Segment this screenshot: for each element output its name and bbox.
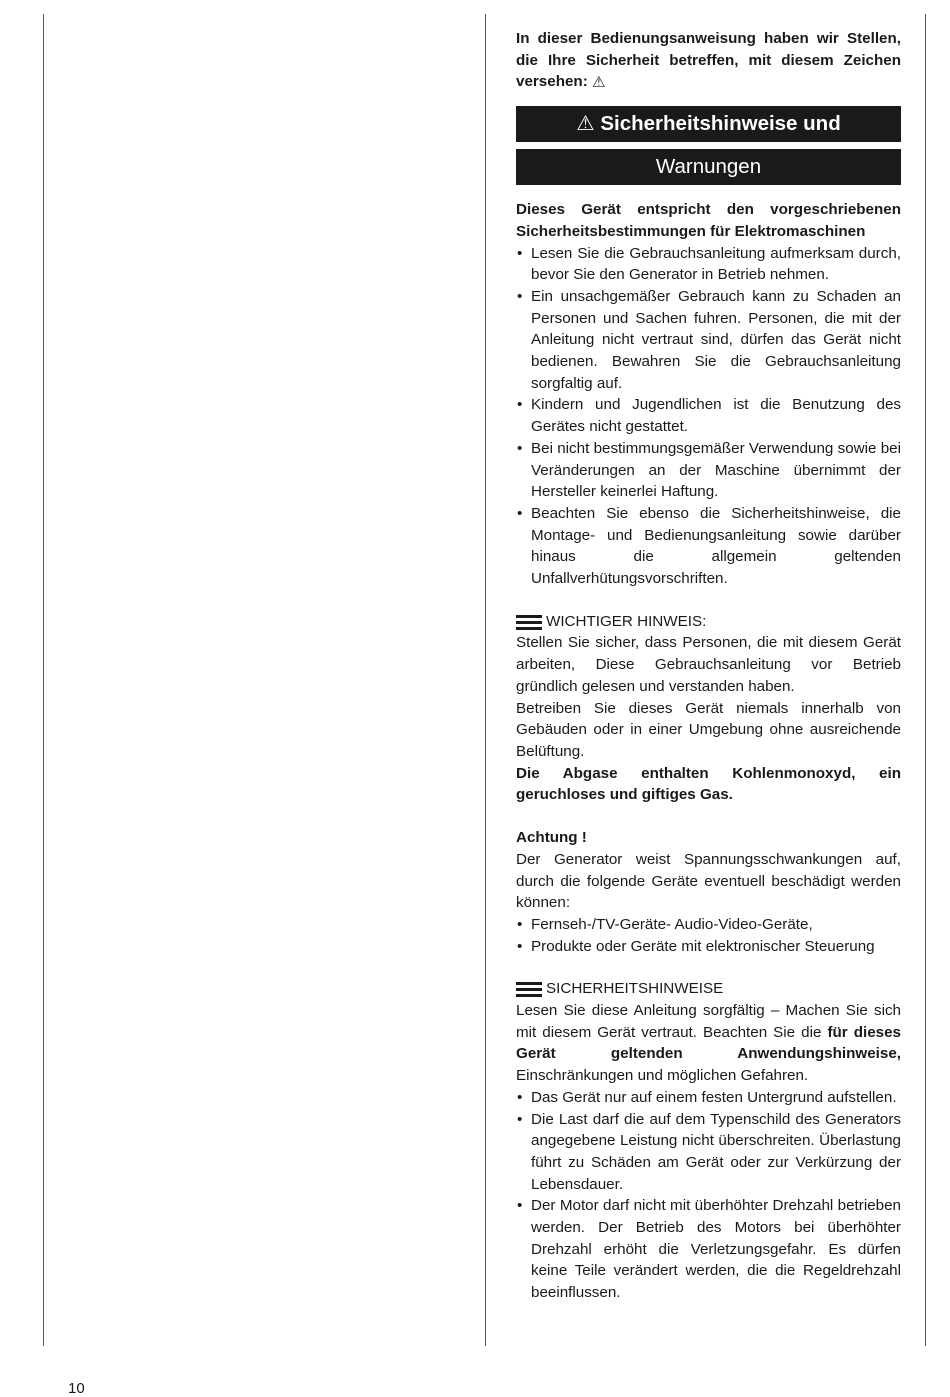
safety-paragraph xyxy=(516,1000,901,1087)
safety-notes-bullet-list xyxy=(516,1087,901,1304)
heading-bar-1 xyxy=(516,106,901,142)
right-margin-rule xyxy=(925,14,926,1346)
safety-text-c: Einschränkungen und möglichen Gefahren. xyxy=(516,1067,809,1085)
warning-triangle-icon: ⚠ xyxy=(592,74,606,92)
safety-bullet-list xyxy=(516,243,901,590)
list-item: • Die Last darf die auf dem Typenschild des Generators angegebene Leistung nicht überschreiten. Überlastung führt zu Schäden am Gerät oder zur Verkürzung der Lebensdauer. xyxy=(516,1109,901,1196)
safety-notes-title: SICHERHEITSHINWEISE xyxy=(546,980,724,998)
right-column xyxy=(516,28,901,1304)
note-paragraph: Stellen Sie sicher, dass Personen, die mit diesem Gerät arbeiten, Diese Gebrauchsanleitung vor Betrieb gründlich gelesen und verstanden haben. xyxy=(516,634,901,695)
heading-line-2: Warnungen xyxy=(655,155,762,179)
heading-line-1: Sicherheitshinweise und xyxy=(600,112,841,136)
note-paragraph: Betreiben Sie dieses Gerät niemals innerhalb von Gebäuden oder in einer Umgebung ohne ausreichende Belüftung. xyxy=(516,699,901,760)
list-item: • Das Gerät nur auf einem festen Untergrund aufstellen. xyxy=(516,1087,901,1109)
important-note-title: WICHTIGER HINWEIS: xyxy=(546,612,707,630)
note-lines-icon xyxy=(516,981,542,997)
safety-notes-heading xyxy=(516,978,901,1000)
note-warning-paragraph: Die Abgase enthalten Kohlenmonoxyd, ein geruchloses und giftiges Gas. xyxy=(516,764,901,804)
page-number: 10 xyxy=(68,1380,85,1397)
safety-text-bold: für dieses Gerät geltenden Anwendungshinweise, xyxy=(516,1023,902,1063)
list-item: • Kindern und Jugendlichen ist die Benutzung des Gerätes nicht gestattet. xyxy=(516,394,901,437)
list-item: • Ein unsachgemäßer Gebrauch kann zu Schaden an Personen und Sachen fuhren. Personen, die mit der Anleitung nicht vertraut sind, dürfen das Gerät nicht bedienen. Bewahren Sie die Gebrauchsanleitung sorgfaltig auf. xyxy=(516,286,901,395)
safety-text-a: Lesen Sie diese Anleitung sorgfältig – Machen Sie sich mit diesem Gerät vertraut. Beachten Sie die xyxy=(516,1002,901,1041)
attention-title: Achtung ! xyxy=(516,829,587,847)
list-item: • Produkte oder Geräte mit elektronischer Steuerung xyxy=(516,936,901,958)
attention-bullet-list xyxy=(516,914,901,957)
list-item: • Bei nicht bestimmungsgemäßer Verwendung sowie bei Veränderungen an der Maschine übernimmt der Hersteller keinerlei Haftung. xyxy=(516,438,901,503)
warning-triangle-icon: ⚠ xyxy=(576,112,595,136)
note-lines-icon xyxy=(516,614,542,630)
intro-paragraph xyxy=(516,28,901,94)
attention-paragraph: Der Generator weist Spannungsschwankungen auf, durch die folgende Geräte eventuell beschädigt werden können: xyxy=(516,850,901,912)
list-item: • Beachten Sie ebenso die Sicherheitshinweise, die Montage- und Bedienungsanleitung sowie darüber hinaus die allgemein geltenden Unfallverhütungsvorschriften. xyxy=(516,503,901,590)
column-divider-rule xyxy=(485,14,486,1346)
important-note-heading xyxy=(516,611,901,633)
section-subtitle: Dieses Gerät entspricht den vorgeschriebenen Sicherheitsbestimmungen für Elektromaschinen xyxy=(516,201,901,240)
heading-bar-2 xyxy=(516,149,901,185)
left-margin-rule xyxy=(43,14,44,1346)
list-item: • Fernseh-/TV-Geräte- Audio-Video-Geräte, xyxy=(516,914,901,936)
list-item: • Der Motor darf nicht mit überhöhter Drehzahl betrieben werden. Der Betrieb des Motors bei überhöhter Drehzahl erhöht die Verletzungsgefahr. Es dürfen keine Teile verändert werden, die die Regeldrehzahl beeinflussen. xyxy=(516,1195,901,1304)
list-item: • Lesen Sie die Gebrauchsanleitung aufmerksam durch, bevor Sie den Generator in Betrieb nehmen. xyxy=(516,243,901,286)
intro-text: In dieser Bedienungsanweisung haben wir Stellen, die Ihre Sicherheit betreffen, mit diesem Zeichen versehen: xyxy=(516,30,901,91)
